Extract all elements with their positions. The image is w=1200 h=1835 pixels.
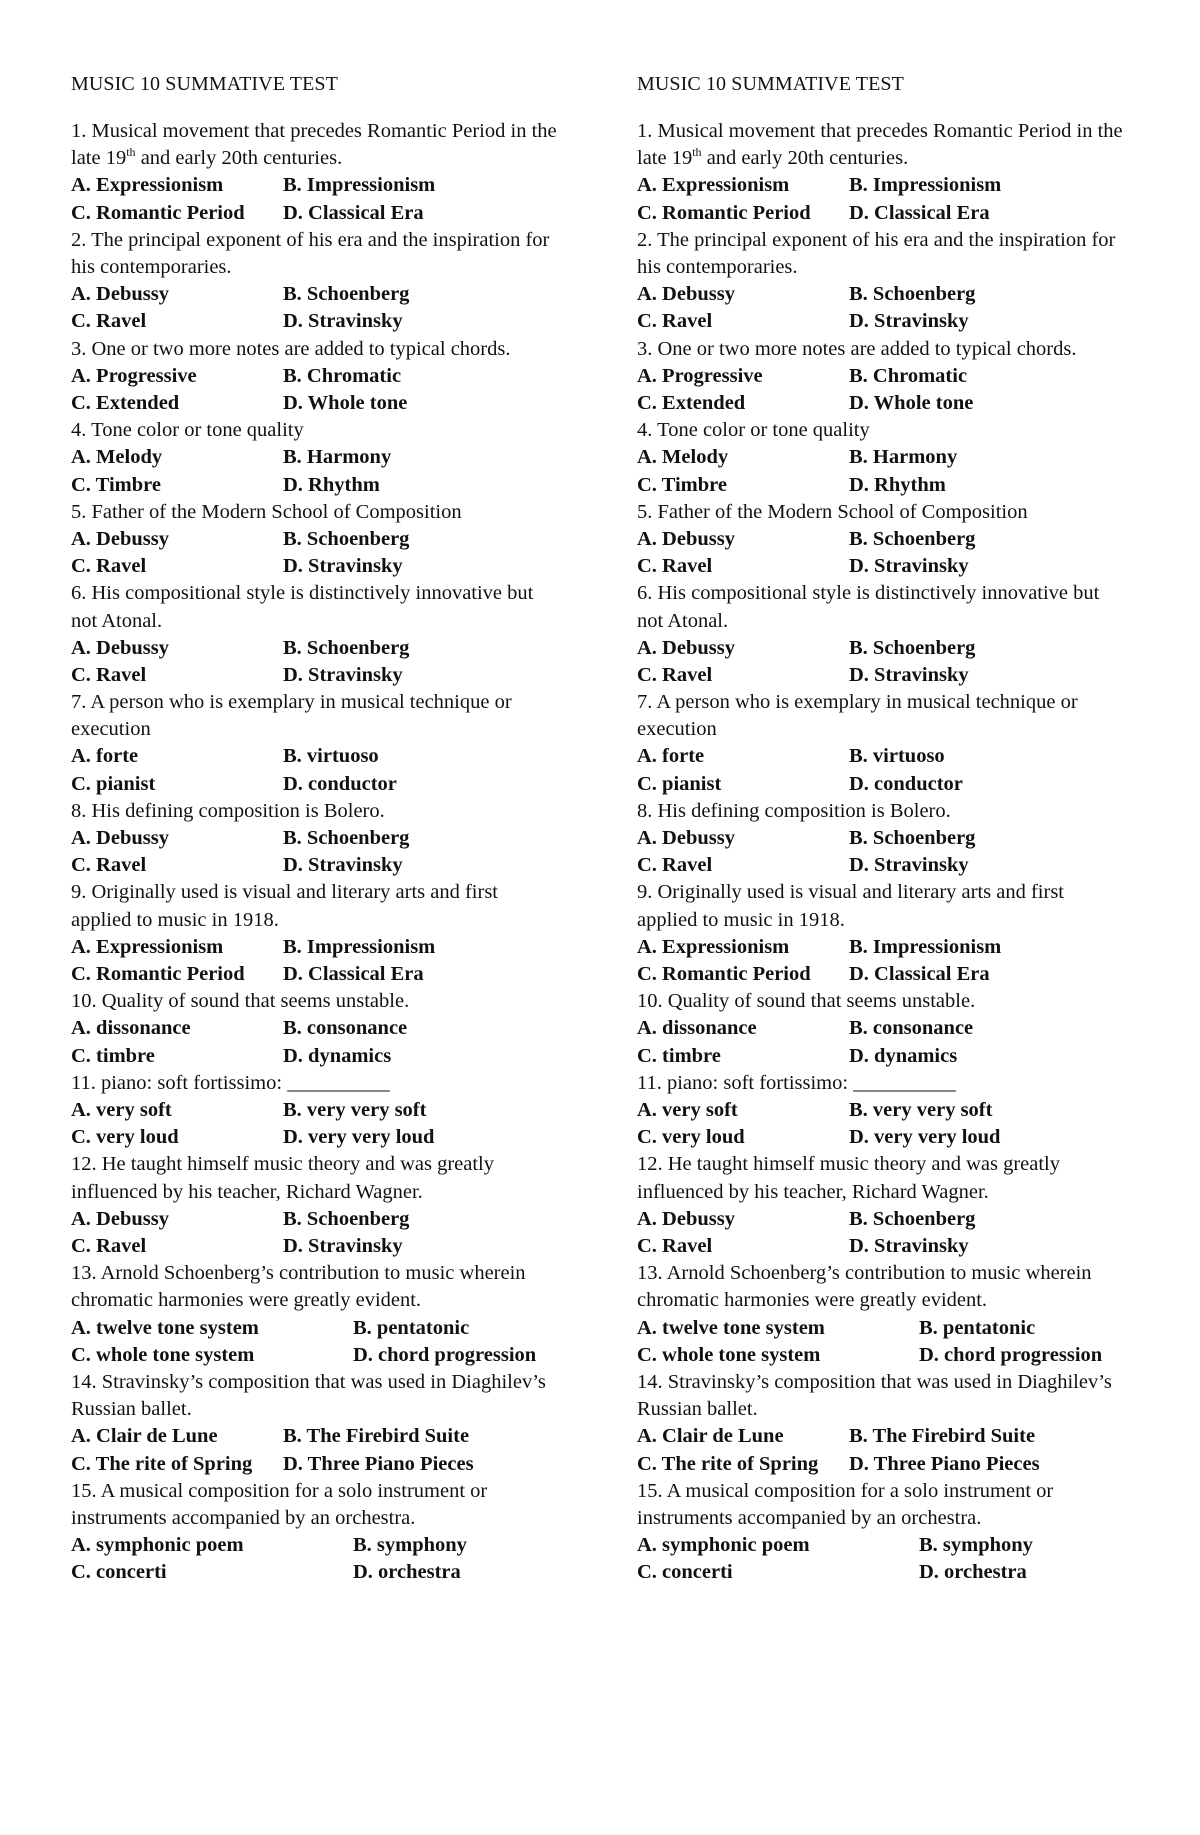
question-text-main: 2. The principal exponent of his era and the inspiration for his contemporaries. [71, 228, 550, 278]
answer-option: D. Classical Era [283, 963, 424, 986]
option-row [637, 363, 1137, 390]
question-block [71, 336, 571, 418]
question-block [637, 689, 1137, 798]
option-row [71, 1315, 571, 1342]
answer-option: B. pentatonic [919, 1316, 1036, 1339]
option-row [637, 1559, 1137, 1586]
answer-option: D. Rhythm [283, 473, 380, 496]
answer-option: A. Debussy [71, 527, 169, 550]
question-text [637, 988, 1127, 1015]
answer-option: D. Classical Era [849, 201, 990, 224]
answer-option: B. Harmony [849, 446, 958, 469]
option-row [71, 1097, 571, 1124]
answer-option: D. Stravinsky [849, 854, 969, 877]
option-row [637, 635, 1137, 662]
answer-option: B. Schoenberg [283, 1207, 410, 1230]
question-block [637, 580, 1137, 689]
answer-option: C. Romantic Period [71, 963, 245, 986]
question-text [71, 580, 561, 634]
answer-option: D. Stravinsky [283, 1234, 403, 1257]
question-block [71, 689, 571, 798]
question-block [637, 227, 1137, 336]
answer-option: C. The rite of Spring [71, 1452, 253, 1475]
answer-option: C. Romantic Period [637, 963, 811, 986]
answer-option: B. Impressionism [283, 174, 436, 197]
answer-option: D. Stravinsky [283, 663, 403, 686]
answer-option: A. Melody [71, 446, 163, 469]
question-text-main: 7. A person who is exemplary in musical technique or execution [71, 691, 512, 741]
answer-option: A. Debussy [637, 283, 735, 306]
option-row [637, 1043, 1137, 1070]
question-block [71, 1369, 571, 1478]
answer-option: B. pentatonic [353, 1316, 470, 1339]
answer-option: C. Ravel [71, 555, 147, 578]
question-text [71, 118, 561, 172]
answer-option: B. virtuoso [849, 745, 945, 768]
question-text-main: 1. Musical movement that precedes Romantic Period in the late 19 [637, 120, 1123, 170]
question-block [637, 798, 1137, 880]
option-row [71, 363, 571, 390]
option-row [637, 472, 1137, 499]
question-text-main: 1. Musical movement that precedes Romantic Period in the late 19 [71, 120, 557, 170]
answer-option: B. consonance [849, 1017, 974, 1040]
option-row [637, 1124, 1137, 1151]
option-row [637, 961, 1137, 988]
answer-option: A. Clair de Lune [637, 1425, 784, 1448]
option-row [637, 1342, 1137, 1369]
answer-option: B. symphony [919, 1534, 1033, 1557]
question-block [71, 580, 571, 689]
answer-option: D. Three Piano Pieces [849, 1452, 1040, 1475]
option-row [71, 553, 571, 580]
question-text [71, 879, 561, 933]
question-text [71, 1369, 561, 1423]
option-row [637, 444, 1137, 471]
question-block [637, 417, 1137, 499]
question-list [637, 118, 1137, 1587]
question-text-main: 15. A musical composition for a solo instrument or instruments accompanied by an orchestra. [71, 1479, 488, 1529]
answer-option: B. very very soft [283, 1099, 427, 1121]
answer-option: A. Debussy [71, 283, 169, 306]
test-title: MUSIC 10 SUMMATIVE TEST [71, 73, 338, 95]
question-text-main: 4. Tone color or tone quality [71, 419, 304, 442]
question-text [637, 118, 1127, 172]
question-block [637, 1478, 1137, 1587]
answer-option: D. Whole tone [283, 391, 408, 414]
option-row [71, 1043, 571, 1070]
answer-option: C. concerti [71, 1561, 167, 1584]
option-row [637, 281, 1137, 308]
option-row [71, 825, 571, 852]
question-text-main: 8. His defining composition is Bolero. [71, 799, 385, 822]
answer-option: A. Expressionism [637, 174, 790, 197]
option-row [71, 172, 571, 199]
answer-option: A. twelve tone system [637, 1316, 825, 1339]
question-block [637, 988, 1137, 1070]
option-row [71, 1015, 571, 1042]
option-row [637, 743, 1137, 770]
option-row [71, 743, 571, 770]
answer-option: A. Expressionism [71, 174, 224, 197]
answer-option: B. Impressionism [849, 174, 1002, 197]
question-text-main: 12. He taught himself music theory and was greatly influenced by his teacher, Richard Wagner. [71, 1153, 494, 1203]
answer-option: C. pianist [71, 772, 156, 795]
option-row [637, 1532, 1137, 1559]
answer-option: C. Ravel [71, 854, 147, 877]
option-row [637, 1423, 1137, 1450]
answer-option: D. Stravinsky [849, 663, 969, 686]
answer-option: D. Stravinsky [849, 555, 969, 578]
answer-option: B. Schoenberg [283, 827, 410, 850]
superscript: th [126, 145, 136, 160]
question-text-main: 5. Father of the Modern School of Composition [71, 500, 462, 523]
question-block [637, 1260, 1137, 1369]
option-row [71, 200, 571, 227]
answer-option: B. Impressionism [283, 935, 436, 958]
answer-option: B. Harmony [283, 446, 392, 469]
answer-option: A. Expressionism [637, 935, 790, 958]
question-text-main: 9. Originally used is visual and literary arts and first applied to music in 1918. [637, 881, 1064, 931]
question-block [71, 1260, 571, 1369]
question-text [637, 1070, 1127, 1097]
answer-option: C. Ravel [637, 555, 713, 578]
question-text [71, 499, 561, 526]
question-text-main: 8. His defining composition is Bolero. [637, 799, 951, 822]
answer-option: B. Chromatic [849, 364, 968, 387]
option-row [71, 444, 571, 471]
question-text-main: 15. A musical composition for a solo instrument or instruments accompanied by an orchestra. [637, 1479, 1054, 1529]
answer-option: C. Ravel [637, 310, 713, 333]
question-block [637, 499, 1137, 581]
question-text-main: 13. Arnold Schoenberg’s contribution to music wherein chromatic harmonies were greatly evident. [637, 1262, 1092, 1312]
question-text [71, 798, 561, 825]
option-row [637, 1015, 1137, 1042]
question-text-main: 10. Quality of sound that seems unstable. [637, 990, 976, 1013]
answer-option: C. pianist [637, 772, 722, 795]
answer-option: C. timbre [637, 1044, 721, 1067]
question-block [637, 1151, 1137, 1260]
answer-option: A. forte [71, 745, 139, 768]
question-block [637, 118, 1137, 227]
answer-option: A. Expressionism [71, 935, 224, 958]
question-text-main: 6. His compositional style is distinctively innovative but not Atonal. [71, 582, 534, 632]
answer-option: D. conductor [283, 772, 397, 795]
answer-option: C. Romantic Period [71, 201, 245, 224]
question-text [637, 417, 1127, 444]
question-text [637, 1151, 1127, 1205]
option-row [637, 852, 1137, 879]
answer-option: C. Ravel [637, 1234, 713, 1257]
question-block [71, 118, 571, 227]
question-text-main: 14. Stravinsky’s composition that was used in Diaghilev’s Russian ballet. [637, 1370, 1112, 1421]
question-text-rest: and early 20th centuries. [701, 147, 909, 170]
question-text [637, 1369, 1127, 1423]
option-row [71, 852, 571, 879]
option-row [637, 390, 1137, 417]
answer-option: D. chord progression [353, 1343, 537, 1366]
answer-option: D. Stravinsky [283, 555, 403, 578]
answer-option: C. Extended [71, 391, 180, 414]
question-text [637, 1260, 1127, 1314]
answer-option: B. Schoenberg [849, 527, 976, 550]
question-text-main: 5. Father of the Modern School of Composition [637, 500, 1028, 523]
option-row [71, 662, 571, 689]
question-block [637, 879, 1137, 988]
answer-option: C. Ravel [637, 854, 713, 877]
question-block [71, 988, 571, 1070]
option-row [71, 1423, 571, 1450]
answer-option: A. Progressive [637, 364, 763, 387]
question-text [637, 336, 1127, 363]
question-text-main: 11. piano: soft fortissimo: __________ [637, 1071, 956, 1094]
answer-option: D. Classical Era [849, 963, 990, 986]
answer-option: C. Romantic Period [637, 201, 811, 224]
option-row [71, 1206, 571, 1233]
test-column-left [71, 72, 571, 1587]
question-text-main: 3. One or two more notes are added to typical chords. [637, 337, 1077, 360]
option-row [71, 1233, 571, 1260]
question-block [71, 1151, 571, 1260]
option-row [637, 200, 1137, 227]
answer-option: B. The Firebird Suite [283, 1425, 470, 1448]
option-row [71, 635, 571, 662]
question-block [71, 227, 571, 336]
superscript: th [692, 145, 702, 160]
option-row [637, 172, 1137, 199]
answer-option: C. whole tone system [637, 1343, 821, 1366]
answer-option: A. Clair de Lune [71, 1425, 218, 1448]
answer-option: A. dissonance [71, 1017, 191, 1040]
question-block [637, 336, 1137, 418]
option-row [71, 281, 571, 308]
answer-option: B. Schoenberg [283, 636, 410, 659]
question-text [71, 689, 561, 743]
answer-option: A. twelve tone system [71, 1316, 259, 1339]
question-block [71, 1478, 571, 1587]
answer-option: D. Stravinsky [849, 310, 969, 333]
question-text [637, 227, 1127, 281]
answer-option: A. very soft [71, 1099, 172, 1121]
answer-option: B. symphony [353, 1534, 467, 1557]
question-text-main: 12. He taught himself music theory and was greatly influenced by his teacher, Richard Wagner. [637, 1153, 1060, 1203]
question-text [71, 336, 561, 363]
answer-option: A. Debussy [71, 827, 169, 850]
question-text [71, 1260, 561, 1314]
answer-option: D. Rhythm [849, 473, 946, 496]
option-row [71, 1532, 571, 1559]
answer-option: C. very loud [637, 1126, 745, 1149]
answer-option: A. Progressive [71, 364, 197, 387]
option-row [71, 1124, 571, 1151]
answer-option: D. Three Piano Pieces [283, 1452, 474, 1475]
answer-option: A. Debussy [637, 527, 735, 550]
question-text [637, 798, 1127, 825]
answer-option: B. Schoenberg [283, 283, 410, 306]
answer-option: A. forte [637, 745, 705, 768]
option-row [637, 1206, 1137, 1233]
answer-option: A. dissonance [637, 1017, 757, 1040]
question-text [71, 1151, 561, 1205]
answer-option: D. Classical Era [283, 201, 424, 224]
test-column-right [637, 72, 1137, 1587]
option-row [637, 308, 1137, 335]
answer-option: B. very very soft [849, 1099, 993, 1121]
answer-option: A. Debussy [637, 827, 735, 850]
option-row [71, 526, 571, 553]
question-block [637, 1369, 1137, 1478]
answer-option: A. symphonic poem [71, 1534, 244, 1557]
question-text [71, 1070, 561, 1097]
question-text-main: 2. The principal exponent of his era and the inspiration for his contemporaries. [637, 228, 1116, 278]
question-block [71, 798, 571, 880]
answer-option: B. consonance [283, 1017, 408, 1040]
question-block [71, 499, 571, 581]
question-text [71, 988, 561, 1015]
question-text-main: 3. One or two more notes are added to typical chords. [71, 337, 511, 360]
answer-option: D. orchestra [919, 1561, 1027, 1584]
answer-option: C. Timbre [637, 473, 727, 496]
answer-option: D. Stravinsky [849, 1234, 969, 1257]
question-text [637, 879, 1127, 933]
question-block [71, 1070, 571, 1152]
question-text [71, 227, 561, 281]
answer-option: D. dynamics [849, 1044, 958, 1067]
option-row [71, 961, 571, 988]
answer-option: A. Debussy [637, 1207, 735, 1230]
option-row [637, 553, 1137, 580]
answer-option: B. Chromatic [283, 364, 402, 387]
question-block [637, 1070, 1137, 1152]
answer-option: D. Stravinsky [283, 310, 403, 333]
test-title: MUSIC 10 SUMMATIVE TEST [637, 73, 904, 95]
option-row [71, 472, 571, 499]
answer-option: D. chord progression [919, 1343, 1103, 1366]
question-text-main: 11. piano: soft fortissimo: __________ [71, 1071, 390, 1094]
question-text [71, 1478, 561, 1532]
option-row [71, 1342, 571, 1369]
answer-option: A. very soft [637, 1099, 738, 1121]
question-text [637, 1478, 1127, 1532]
answer-option: B. The Firebird Suite [849, 1425, 1036, 1448]
question-text-main: 9. Originally used is visual and literary arts and first applied to music in 1918. [71, 881, 498, 931]
answer-option: B. Schoenberg [849, 827, 976, 850]
answer-option: C. Ravel [71, 310, 147, 333]
option-row [637, 1315, 1137, 1342]
option-row [71, 390, 571, 417]
option-row [637, 1097, 1137, 1124]
answer-option: B. Schoenberg [283, 527, 410, 550]
question-text-main: 13. Arnold Schoenberg’s contribution to music wherein chromatic harmonies were greatly evident. [71, 1262, 526, 1312]
question-list [71, 118, 571, 1587]
answer-option: D. Stravinsky [283, 854, 403, 877]
answer-option: D. dynamics [283, 1044, 392, 1067]
option-row [637, 526, 1137, 553]
answer-option: A. Debussy [637, 636, 735, 659]
option-row [637, 662, 1137, 689]
option-row [637, 934, 1137, 961]
answer-option: B. virtuoso [283, 745, 379, 768]
answer-option: D. conductor [849, 772, 963, 795]
option-row [71, 1451, 571, 1478]
question-text-rest: and early 20th centuries. [135, 147, 343, 170]
question-text-main: 6. His compositional style is distinctively innovative but not Atonal. [637, 582, 1100, 632]
answer-option: B. Schoenberg [849, 1207, 976, 1230]
question-block [71, 417, 571, 499]
answer-option: C. The rite of Spring [637, 1452, 819, 1475]
answer-option: C. very loud [71, 1126, 179, 1149]
answer-option: C. Ravel [637, 663, 713, 686]
question-text-main: 10. Quality of sound that seems unstable. [71, 990, 410, 1013]
question-text [71, 417, 561, 444]
option-row [637, 1233, 1137, 1260]
answer-option: D. orchestra [353, 1561, 461, 1584]
answer-option: D. Whole tone [849, 391, 974, 414]
question-text-main: 7. A person who is exemplary in musical technique or execution [637, 691, 1078, 741]
question-text [637, 499, 1127, 526]
answer-option: A. symphonic poem [637, 1534, 810, 1557]
option-row [637, 771, 1137, 798]
option-row [71, 1559, 571, 1586]
answer-option: C. whole tone system [71, 1343, 255, 1366]
answer-option: C. Ravel [71, 663, 147, 686]
answer-option: B. Schoenberg [849, 636, 976, 659]
answer-option: A. Debussy [71, 636, 169, 659]
answer-option: B. Schoenberg [849, 283, 976, 306]
option-row [637, 825, 1137, 852]
question-text [637, 580, 1127, 634]
option-row [71, 934, 571, 961]
option-row [71, 308, 571, 335]
answer-option: D. very very loud [283, 1126, 435, 1149]
answer-option: D. very very loud [849, 1126, 1001, 1149]
answer-option: C. Timbre [71, 473, 161, 496]
question-text-main: 14. Stravinsky’s composition that was used in Diaghilev’s Russian ballet. [71, 1370, 546, 1421]
question-text-main: 4. Tone color or tone quality [637, 419, 870, 442]
answer-option: B. Impressionism [849, 935, 1002, 958]
answer-option: A. Debussy [71, 1207, 169, 1230]
answer-option: C. timbre [71, 1044, 155, 1067]
answer-option: C. Ravel [71, 1234, 147, 1257]
option-row [637, 1451, 1137, 1478]
answer-option: C. concerti [637, 1561, 733, 1584]
answer-option: A. Melody [637, 446, 729, 469]
question-block [71, 879, 571, 988]
answer-option: C. Extended [637, 391, 746, 414]
option-row [71, 771, 571, 798]
question-text [637, 689, 1127, 743]
